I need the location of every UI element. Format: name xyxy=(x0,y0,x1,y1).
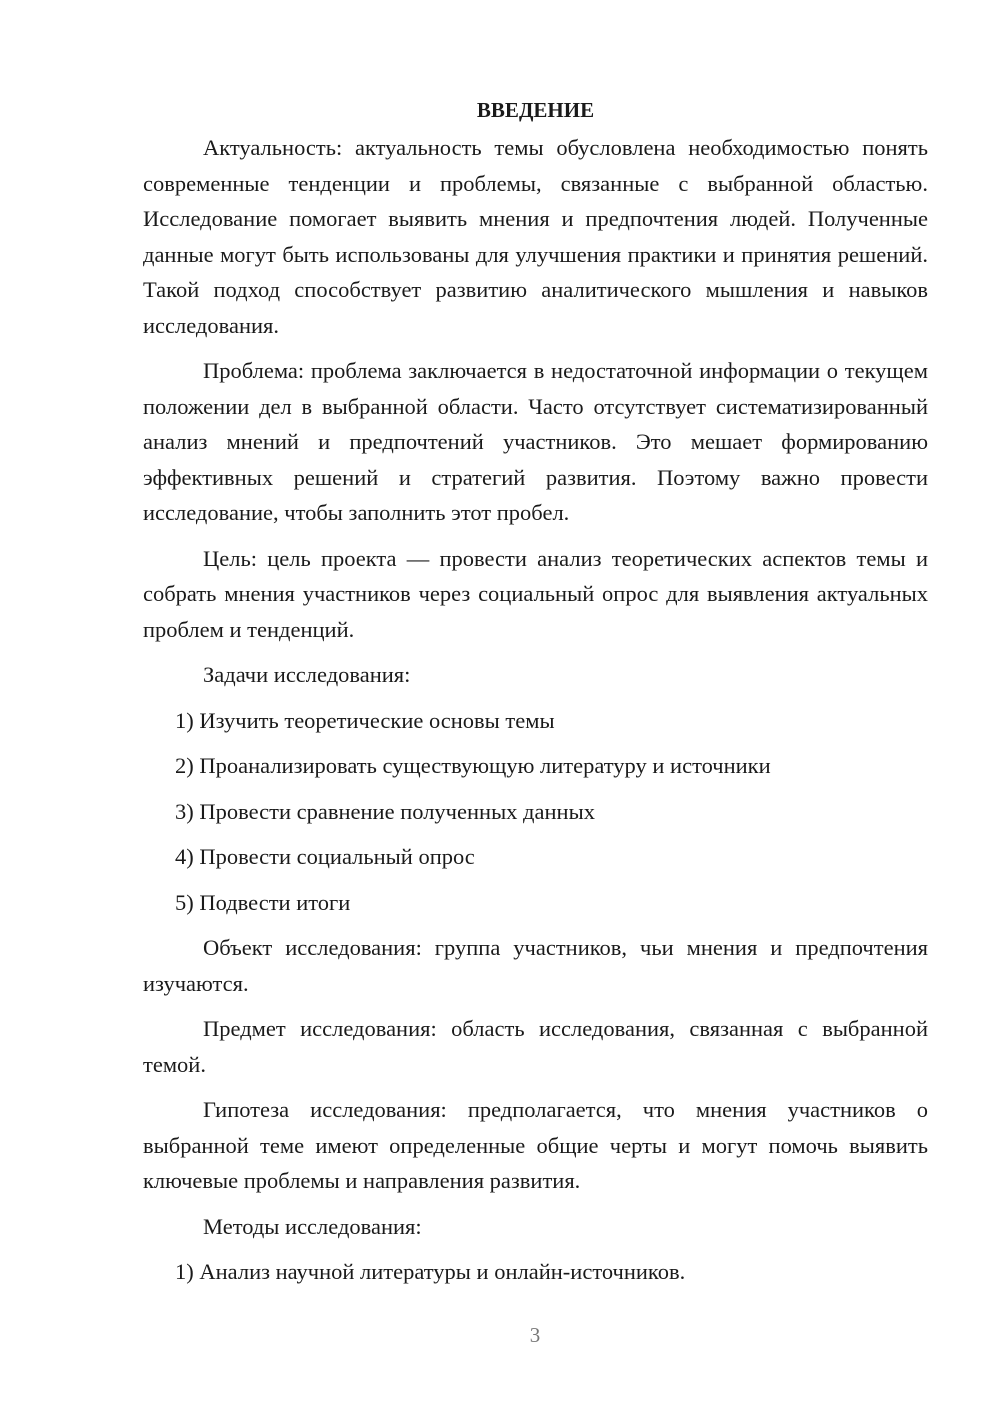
methods-label: Методы исследования: xyxy=(203,1213,422,1239)
tasks-label: Задачи исследования: xyxy=(203,662,411,687)
task-item: 5) Подвести итоги xyxy=(175,889,351,915)
methods-list xyxy=(143,1254,928,1290)
method-item: 1) Анализ научной литературы и онлайн-источников. xyxy=(175,1259,686,1284)
task-item: 2) Проанализировать существующую литературу и источники xyxy=(175,753,771,778)
hypothesis-paragraph: Гипотеза исследования: предполагается, что мнения участников о выбранной теме имеют определенные общие черты и могут помочь выявить ключевые проблемы и направления развития. xyxy=(143,1097,928,1193)
tasks-list xyxy=(143,703,928,921)
task-item: 4) Провести социальный опрос xyxy=(175,844,475,869)
task-item: 3) Провести сравнение полученных данных xyxy=(175,798,595,824)
subject-paragraph: Предмет исследования: область исследования, связанная с выбранной темой. xyxy=(143,1016,928,1077)
object-paragraph: Объект исследования: группа участников, чьи мнения и предпочтения изучаются. xyxy=(143,935,928,996)
problem-paragraph: Проблема: проблема заключается в недостаточной информации о текущем положении дел в выбранной области. Часто отсутствует систематизированный анализ мнений и предпочтений участников. Это мешает формированию эффективных решений и стратегий развития. Поэтому важно провести исследование, чтобы заполнить этот пробел. xyxy=(143,358,928,525)
page-content xyxy=(143,95,928,1300)
relevance-paragraph: Актуальность: актуальность темы обусловлена необходимостью понять современные тенденции и проблемы, связанные с выбранной областью. Исследование помогает выявить мнения и предпочтения людей. Полученные данные могут быть использованы для улучшения практики и принятия решений. Такой подход способствует развитию аналитического мышления и навыков исследования. xyxy=(143,135,928,338)
page-number: 3 xyxy=(529,1323,541,1347)
section-heading: ВВЕДЕНИЕ xyxy=(476,98,595,122)
task-item: 1) Изучить теоретические основы темы xyxy=(175,707,555,733)
goal-paragraph: Цель: цель проекта — провести анализ теоретических аспектов темы и собрать мнения участников через социальный опрос для выявления актуальных проблем и тенденций. xyxy=(143,545,928,642)
